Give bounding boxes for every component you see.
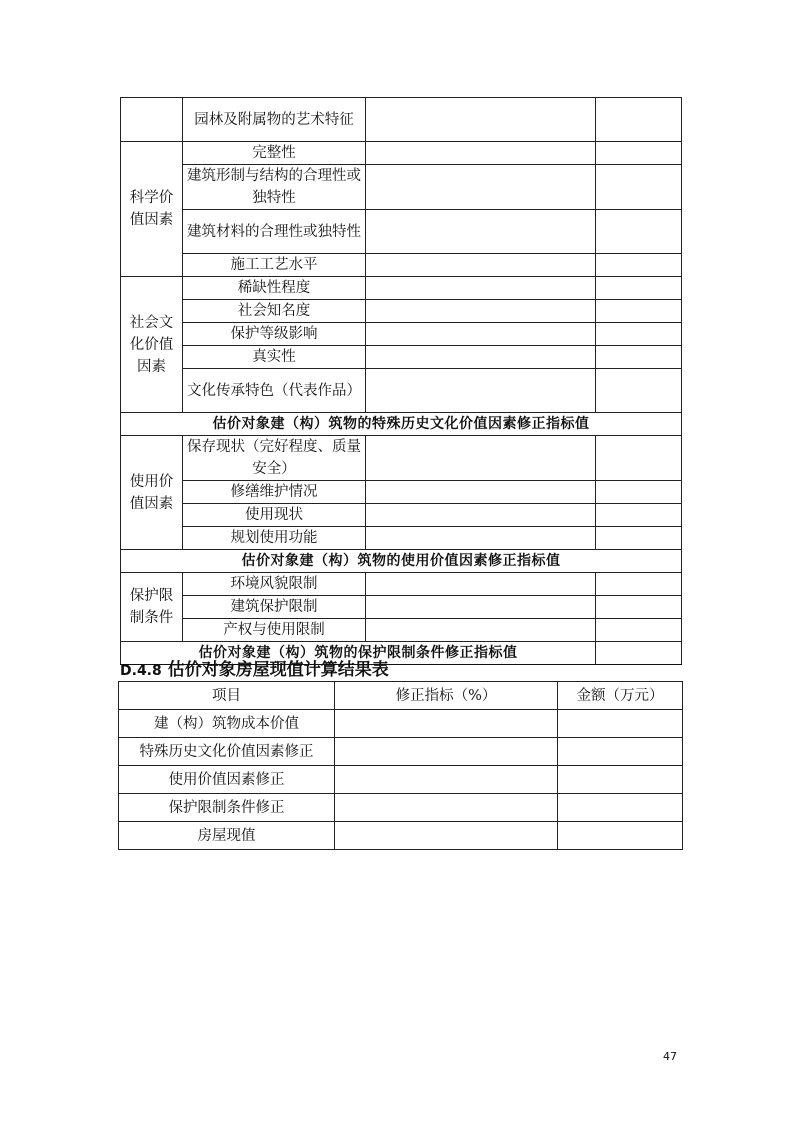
table-row	[121, 210, 682, 254]
note-cell[interactable]	[596, 210, 682, 254]
factor-item-cell: 使用现状	[183, 504, 366, 527]
correction-index-cell[interactable]	[335, 710, 558, 738]
value-cell[interactable]	[366, 527, 596, 550]
column-header: 项目	[119, 682, 335, 710]
factor-item-cell: 环境风貌限制	[183, 573, 366, 596]
note-cell[interactable]	[596, 436, 682, 481]
table-row	[119, 794, 683, 822]
table-row	[121, 369, 682, 413]
value-cell[interactable]	[366, 254, 596, 277]
category-cell: 保护限制条件	[121, 573, 183, 642]
factor-item-cell: 施工工艺水平	[183, 254, 366, 277]
summary-row	[121, 413, 682, 436]
amount-cell[interactable]	[558, 710, 683, 738]
table-row	[121, 481, 682, 504]
result-item-cell: 特殊历史文化价值因素修正	[119, 738, 335, 766]
factor-item-cell: 真实性	[183, 346, 366, 369]
factor-item-cell: 稀缺性程度	[183, 277, 366, 300]
value-cell[interactable]	[366, 98, 596, 142]
note-cell[interactable]	[596, 642, 682, 665]
table-row	[121, 504, 682, 527]
note-cell[interactable]	[596, 573, 682, 596]
valuation-result-table	[118, 681, 683, 850]
protect-summary-label: 估价对象建（构）筑物的保护限制条件修正指标值	[121, 642, 596, 665]
table-row	[121, 619, 682, 642]
column-header: 修正指标（%）	[335, 682, 558, 710]
value-cell[interactable]	[366, 277, 596, 300]
section-heading	[120, 655, 389, 680]
value-cell[interactable]	[366, 165, 596, 210]
correction-index-cell[interactable]	[335, 822, 558, 850]
table-row	[121, 300, 682, 323]
column-header: 金额（万元）	[558, 682, 683, 710]
result-item-cell: 保护限制条件修正	[119, 794, 335, 822]
value-cell[interactable]	[366, 504, 596, 527]
category-cell: 科学价值因素	[121, 142, 183, 277]
result-item-cell: 房屋现值	[119, 822, 335, 850]
note-cell[interactable]	[596, 527, 682, 550]
table-row	[121, 277, 682, 300]
page-number: 47	[663, 1050, 677, 1063]
factor-item-cell: 保护等级影响	[183, 323, 366, 346]
amount-cell[interactable]	[558, 738, 683, 766]
note-cell[interactable]	[596, 323, 682, 346]
category-cell	[121, 98, 183, 142]
factor-item-cell: 完整性	[183, 142, 366, 165]
factor-item-cell: 文化传承特色（代表作品）	[183, 369, 366, 413]
value-cell[interactable]	[366, 619, 596, 642]
factor-item-cell: 建筑形制与结构的合理性或独特性	[183, 165, 366, 210]
category-cell: 社会文化价值因素	[121, 277, 183, 413]
table-row	[121, 254, 682, 277]
factor-item-cell: 建筑保护限制	[183, 596, 366, 619]
amount-cell[interactable]	[558, 766, 683, 794]
amount-cell[interactable]	[558, 794, 683, 822]
correction-index-cell[interactable]	[335, 738, 558, 766]
note-cell[interactable]	[596, 165, 682, 210]
note-cell[interactable]	[596, 346, 682, 369]
summary-row	[121, 550, 682, 573]
amount-cell[interactable]	[558, 822, 683, 850]
table-row	[119, 822, 683, 850]
value-cell[interactable]	[366, 300, 596, 323]
factor-item-cell: 修缮维护情况	[183, 481, 366, 504]
note-cell[interactable]	[596, 142, 682, 165]
table-row	[119, 710, 683, 738]
value-cell[interactable]	[366, 210, 596, 254]
history-summary-label: 估价对象建（构）筑物的特殊历史文化价值因素修正指标值	[121, 413, 682, 436]
section-title: 估价对象房屋现值计算结果表	[167, 660, 389, 680]
note-cell[interactable]	[596, 369, 682, 413]
table-row	[121, 323, 682, 346]
category-cell: 使用价值因素	[121, 436, 183, 550]
correction-index-cell[interactable]	[335, 794, 558, 822]
note-cell[interactable]	[596, 481, 682, 504]
factor-item-cell: 保存现状（完好程度、质量安全）	[183, 436, 366, 481]
value-cell[interactable]	[366, 436, 596, 481]
table-row	[119, 738, 683, 766]
note-cell[interactable]	[596, 277, 682, 300]
table-row	[121, 573, 682, 596]
table-row	[121, 346, 682, 369]
factor-item-cell: 园林及附属物的艺术特征	[183, 98, 366, 142]
table-row	[121, 527, 682, 550]
value-cell[interactable]	[366, 369, 596, 413]
factor-item-cell: 社会知名度	[183, 300, 366, 323]
value-cell[interactable]	[366, 596, 596, 619]
table-row	[121, 436, 682, 481]
result-item-cell: 使用价值因素修正	[119, 766, 335, 794]
note-cell[interactable]	[596, 98, 682, 142]
note-cell[interactable]	[596, 619, 682, 642]
note-cell[interactable]	[596, 300, 682, 323]
table-row	[121, 165, 682, 210]
table-row	[121, 596, 682, 619]
value-cell[interactable]	[366, 346, 596, 369]
value-cell[interactable]	[366, 481, 596, 504]
section-number: D.4.8	[120, 663, 162, 679]
correction-index-cell[interactable]	[335, 766, 558, 794]
value-cell[interactable]	[366, 323, 596, 346]
use-summary-label: 估价对象建（构）筑物的使用价值因素修正指标值	[121, 550, 682, 573]
note-cell[interactable]	[596, 504, 682, 527]
table-row	[121, 98, 682, 142]
note-cell[interactable]	[596, 254, 682, 277]
table-row	[119, 766, 683, 794]
value-cell[interactable]	[366, 142, 596, 165]
value-factor-table	[120, 97, 682, 665]
factor-item-cell: 产权与使用限制	[183, 619, 366, 642]
result-item-cell: 建（构）筑物成本价值	[119, 710, 335, 738]
header-row	[119, 682, 683, 710]
value-cell[interactable]	[366, 573, 596, 596]
table-row	[121, 142, 682, 165]
note-cell[interactable]	[596, 596, 682, 619]
factor-item-cell: 规划使用功能	[183, 527, 366, 550]
factor-item-cell: 建筑材料的合理性或独特性	[183, 210, 366, 254]
